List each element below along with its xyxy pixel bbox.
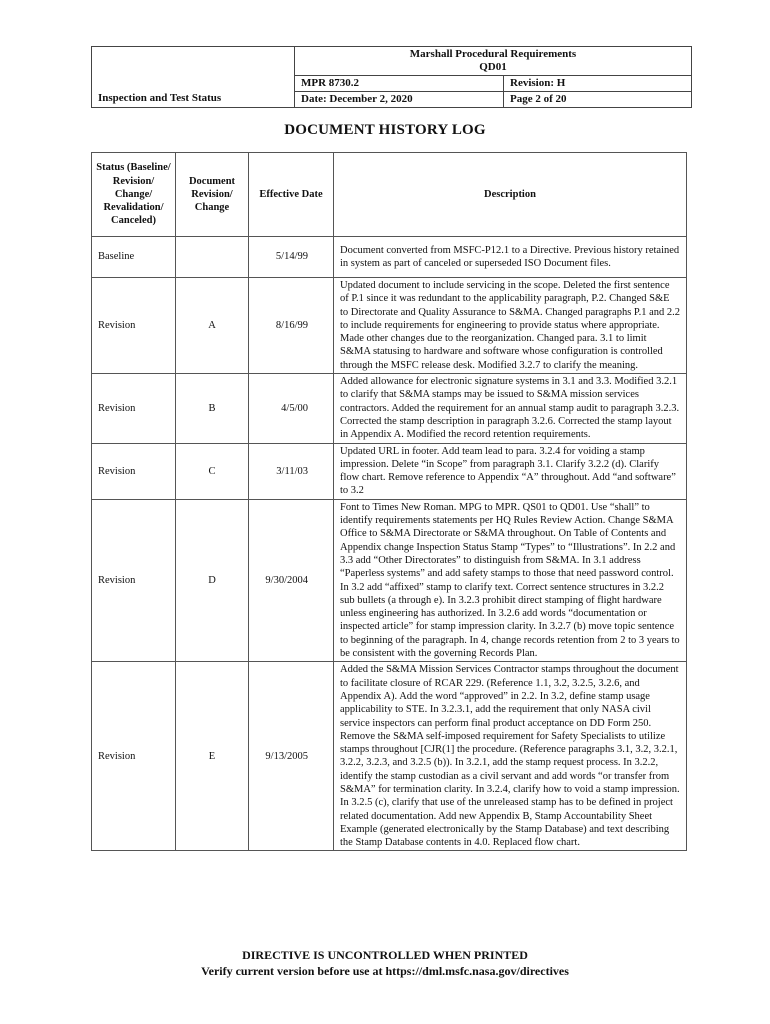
- revision-label: Revision: H: [504, 76, 692, 92]
- row-description: Updated URL in footer. Add team lead to para. 3.2.4 for voiding a stamp impression. Delete “in Scope” from paragraph 3.1. Clarify 3.2.2 (d). Clarify flow chart. Remove reference to Appendix “A” throughout. Add “and software” to 3.2: [334, 443, 687, 499]
- row-description: Added the S&MA Mission Services Contractor stamps throughout the document to facilitate closure of RCAR 229. (Reference 1.1, 3.2, 3.2.5, 3.2.6, and Appendix A). Add the word “approved” in 2.2. In 3.2, define stamp usage applicability to STE. In 3.2.3.1, add the requirement that only NASA civil service inspectors can perform final product acceptance on DD Form 250. Remove the S&MA self-imposed requirement for Safety Specialists to utilize stamps throughout [CJR(1] the procedure. (Reference paragraphs 3.1, 3.2, 3.2.1, 3.2.2, 3.2.3, and 3.2.5 (b)). In 3.2.1, add the stamp request process. In 3.2.2, identify the stamp custodian as a civil servant and add words “or transfer from S&MA” for termination clarity. In 3.2.4, clarify how to void a stamp impression. In 3.2.5 (c), clarify that use of the unreleased stamp has to be defined in project related documentation. Add new Appendix B, Stamp Accountability Sheet Example (generated electronically by the Stamp Database) and text describing the Stamp Database contents in 4.0. Replaced flow chart.: [334, 662, 687, 851]
- row-revision: B: [176, 374, 249, 443]
- document-header: [91, 46, 692, 108]
- table-row: [92, 278, 687, 374]
- table-row: [92, 374, 687, 443]
- row-status: Baseline: [92, 237, 176, 278]
- table-row: [92, 662, 687, 851]
- row-date: 8/16/99: [249, 278, 334, 374]
- row-status: Revision: [92, 662, 176, 851]
- subject-text: Inspection and Test Status: [98, 92, 222, 104]
- row-description: Added allowance for electronic signature systems in 3.1 and 3.3. Modified 3.2.1 to clarify that S&MA stamps may be issued to S&MA mission services contractors. Added the requirement for an annual stamp audit to paragraph 3.2.3. Corrected the stamp description in paragraph 3.2.6. Corrected the stamp layout in Appendix A. Modified the record retention requirements.: [334, 374, 687, 443]
- row-description: Updated document to include servicing in the scope. Deleted the first sentence of P.1 since it was redundant to the applicability paragraph, P.2. Changed S&E to Directorate and Quality Assurance to S&MA. Changed paragraphs P.1 and 2.2 to include requirements for engineering to provide status where appropriate. Made other changes due to the reorganization. Changed para. 3.1 to limit S&MA statusing to hardware and software whose configuration is controlled through the MSFC release desk. Modified 3.2.7 to clarify the meaning.: [334, 278, 687, 374]
- mpr-number: MPR 8730.2: [295, 76, 504, 92]
- page-label: Page 2 of 20: [504, 92, 692, 108]
- row-revision: E: [176, 662, 249, 851]
- row-status: Revision: [92, 278, 176, 374]
- subject-cell: [92, 47, 295, 108]
- row-description: Document converted from MSFC-P12.1 to a Directive. Previous history retained in system as part of canceled or superseded ISO Document files.: [334, 237, 687, 278]
- row-date: 5/14/99: [249, 237, 334, 278]
- row-date: 3/11/03: [249, 443, 334, 499]
- row-date: 9/13/2005: [249, 662, 334, 851]
- org-title-cell: [295, 47, 692, 76]
- org-title: Marshall Procedural Requirements: [409, 48, 577, 60]
- table-row: [92, 237, 687, 278]
- page-footer: [0, 947, 770, 979]
- table-row: [92, 499, 687, 662]
- history-title: DOCUMENT HISTORY LOG: [284, 122, 486, 138]
- row-date: 9/30/2004: [249, 499, 334, 662]
- col-date-header: Effective Date: [249, 153, 334, 237]
- row-revision: C: [176, 443, 249, 499]
- footer-verify-link: Verify current version before use at https://dml.msfc.nasa.gov/directives: [201, 964, 569, 978]
- row-date: 4/5/00: [249, 374, 334, 443]
- row-description: Font to Times New Roman. MPG to MPR. QS01 to QD01. Use “shall” to identify requirements statements per HQ Rules Review Action. Change S&MA Office to S&MA Directorate or S&MA throughout. On Table of Contents and Appendix change Inspection Status Stamp “Types” to “Illustrations”. In 2.2 and 3.3 add “Other Directorates” to distinguish from S&MA. In 3.1 address “Paperless systems” and add safety stamps to those that need password control. In 3.2 add “affixed” stamp to clarify text. Correct sentence structures in 3.2.2 sub bullets (a through e). In 3.2.3 prohibit direct stamping of flight hardware unless engineering has authorized. In 3.2.6 add words “documentation or inspected article” for stamp impression clarity. In 3.2.7 (b) move topic sentence to beginning of the paragraph. In 4, change records retention from 2 to 3 years to be consistent with the governing Records Plan.: [334, 499, 687, 662]
- history-table: [91, 152, 687, 851]
- row-revision: A: [176, 278, 249, 374]
- row-status: Revision: [92, 374, 176, 443]
- row-revision: [176, 237, 249, 278]
- history-header-row: [92, 153, 687, 237]
- row-status: Revision: [92, 499, 176, 662]
- col-revision-header: Document Revision/ Change: [176, 153, 249, 237]
- table-row: [92, 443, 687, 499]
- col-status-header: Status (Baseline/ Revision/ Change/ Revalidation/ Canceled): [92, 153, 176, 237]
- row-revision: D: [176, 499, 249, 662]
- footer-warning: DIRECTIVE IS UNCONTROLLED WHEN PRINTED: [242, 948, 528, 962]
- row-status: Revision: [92, 443, 176, 499]
- date-label: Date: December 2, 2020: [295, 92, 504, 108]
- doc-code: QD01: [479, 61, 507, 73]
- col-description-header: Description: [334, 153, 687, 237]
